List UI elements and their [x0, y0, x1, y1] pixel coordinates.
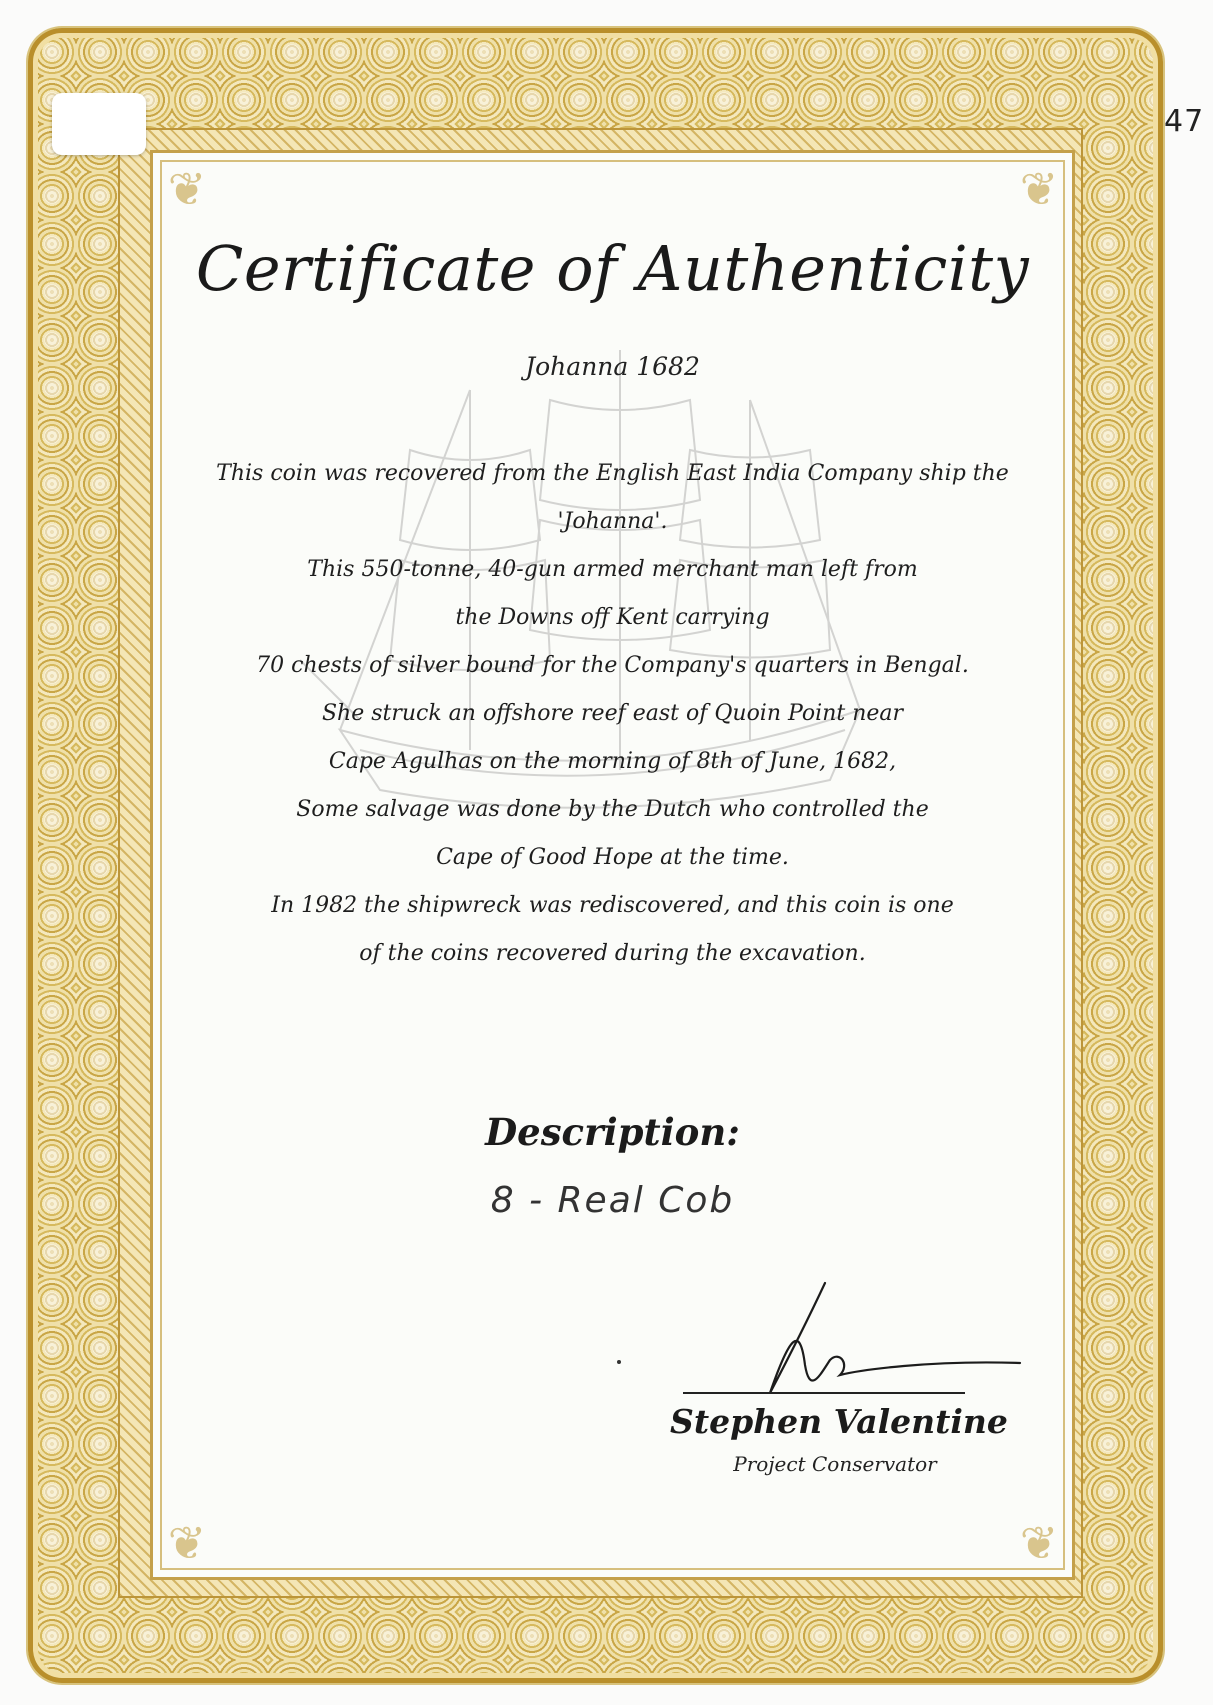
margin-note: 47 [1164, 104, 1205, 139]
body-line: the Downs off Kent carrying [455, 605, 770, 630]
body-line: Cape Agulhas on the morning of 8th of June, 1682, [328, 749, 897, 774]
ink-dot [617, 1360, 621, 1364]
body-line: This 550-tonne, 40-gun armed merchant man left from [307, 557, 918, 582]
corner-ornament-icon: ❦ [167, 162, 207, 216]
corner-ornament-icon: ❦ [1019, 162, 1059, 216]
body-line: In 1982 the shipwreck was rediscovered, and this coin is one [271, 893, 954, 918]
body-line: of the coins recovered during the excavation. [359, 941, 866, 966]
corner-ornament-icon: ❦ [1019, 1516, 1059, 1570]
signer-name: Stephen Valentine [670, 1402, 1008, 1441]
description-value: 8 - Real Cob [490, 1180, 735, 1221]
certificate-body [200, 450, 1025, 978]
paper-label-sticker [52, 93, 146, 155]
body-line: 70 chests of silver bound for the Company's quarters in Bengal. [256, 653, 969, 678]
corner-ornament-icon: ❦ [167, 1516, 207, 1570]
body-line: This coin was recovered from the English East India Company ship the [216, 461, 1009, 486]
signature-icon [730, 1275, 1030, 1405]
body-line: 'Johanna'. [557, 509, 668, 534]
signer-role: Project Conservator [733, 1452, 937, 1476]
body-line: Some salvage was done by the Dutch who controlled the [296, 797, 929, 822]
body-line: Cape of Good Hope at the time. [436, 845, 789, 870]
certificate-title: Certificate of Authenticity [195, 232, 1030, 305]
description-label: Description: [485, 1110, 740, 1154]
certificate-subtitle: Johanna 1682 [525, 352, 700, 381]
body-line: She struck an offshore reef east of Quoin Point near [321, 701, 904, 726]
signature-line [683, 1392, 965, 1394]
